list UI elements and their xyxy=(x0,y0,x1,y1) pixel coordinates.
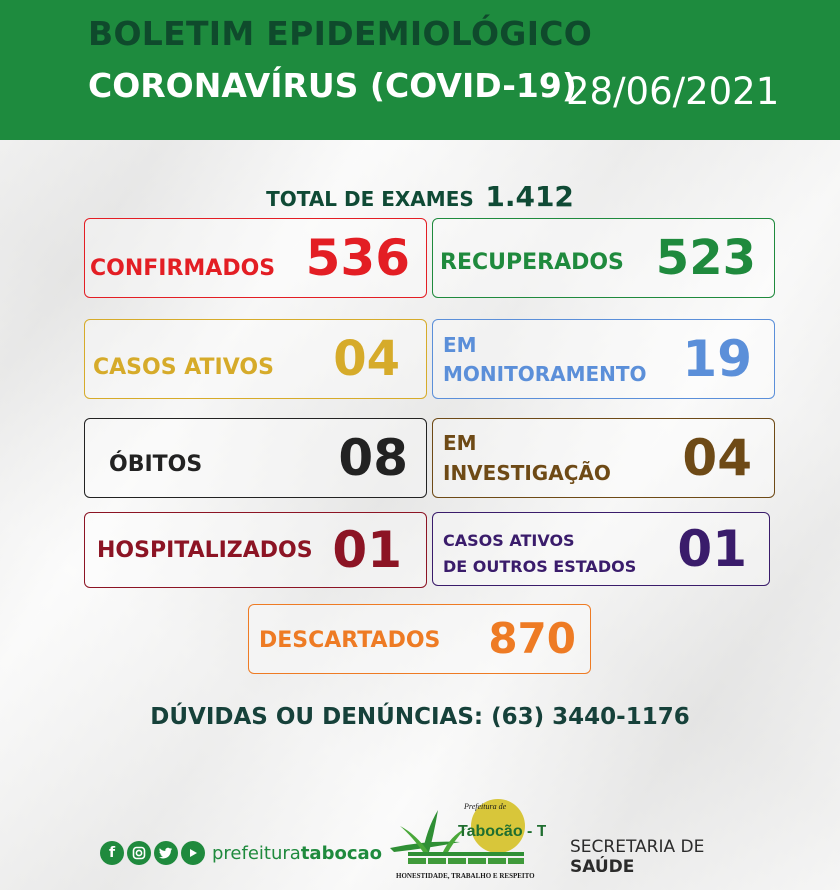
contact-phone: DÚVIDAS OU DENÚNCIAS: (63) 3440-1176 xyxy=(150,704,690,730)
bulletin-date: 28/06/2021 xyxy=(566,70,780,113)
youtube-icon[interactable] xyxy=(181,841,205,865)
social-handle[interactable] xyxy=(212,843,382,864)
total-exams xyxy=(0,180,840,213)
outros-estados-label-2: DE OUTROS ESTADOS xyxy=(443,557,637,576)
header-banner xyxy=(0,0,840,140)
card-monitoramento xyxy=(432,319,775,399)
recuperados-label: RECUPERADOS xyxy=(440,250,624,275)
descartados-value: 870 xyxy=(488,614,576,663)
hospitalizados-label: HOSPITALIZADOS xyxy=(97,538,313,563)
card-outros-estados xyxy=(432,512,770,586)
total-exams-label: TOTAL DE EXAMES xyxy=(266,187,474,211)
card-descartados xyxy=(248,604,591,674)
bulletin-title: BOLETIM EPIDEMIOLÓGICO xyxy=(88,14,593,53)
logo-name-text: Tabocão - To xyxy=(458,823,546,840)
secretaria-saude xyxy=(570,838,704,877)
card-investigacao xyxy=(432,418,775,498)
logo-top-text: Prefeitura de xyxy=(464,802,507,811)
handle-suffix: tabocao xyxy=(300,842,383,864)
card-obitos xyxy=(84,418,427,498)
confirmados-value: 536 xyxy=(305,229,410,287)
casos-ativos-label: CASOS ATIVOS xyxy=(93,355,274,380)
descartados-label: DESCARTADOS xyxy=(259,628,441,653)
card-hospitalizados xyxy=(84,512,427,588)
card-casos-ativos xyxy=(84,319,427,399)
hospitalizados-value: 01 xyxy=(332,521,402,579)
secretaria-line-1: SECRETARIA DE xyxy=(570,837,705,857)
instagram-icon[interactable] xyxy=(127,841,151,865)
twitter-icon[interactable] xyxy=(154,841,178,865)
casos-ativos-value: 04 xyxy=(333,331,400,387)
recuperados-value: 523 xyxy=(655,230,756,286)
secretaria-line-2: SAÚDE xyxy=(570,856,635,877)
facebook-icon[interactable]: f xyxy=(100,841,124,865)
monitoramento-label-2: MONITORAMENTO xyxy=(443,362,647,386)
monitoramento-value: 19 xyxy=(682,330,752,388)
investigacao-label-1: EM xyxy=(443,431,477,455)
confirmados-label: CONFIRMADOS xyxy=(90,256,276,281)
social-links xyxy=(100,840,382,866)
total-exams-value: 1.412 xyxy=(485,180,574,213)
investigacao-value: 04 xyxy=(682,429,752,487)
investigacao-label-2: INVESTIGAÇÃO xyxy=(443,461,611,485)
obitos-label: ÓBITOS xyxy=(109,452,203,477)
card-confirmados xyxy=(84,218,427,298)
outros-estados-label-1: CASOS ATIVOS xyxy=(443,531,575,550)
obitos-value: 08 xyxy=(338,429,408,487)
logo-motto-text: HONESTIDADE, TRABALHO E RESPEITO xyxy=(396,872,535,880)
bulletin-subtitle: CORONAVÍRUS (COVID-19) xyxy=(88,66,577,105)
monitoramento-label-1: EM xyxy=(443,333,477,357)
prefeitura-logo xyxy=(386,796,546,886)
outros-estados-value: 01 xyxy=(677,520,747,578)
handle-prefix: prefeitura xyxy=(212,842,301,864)
card-recuperados xyxy=(432,218,775,298)
